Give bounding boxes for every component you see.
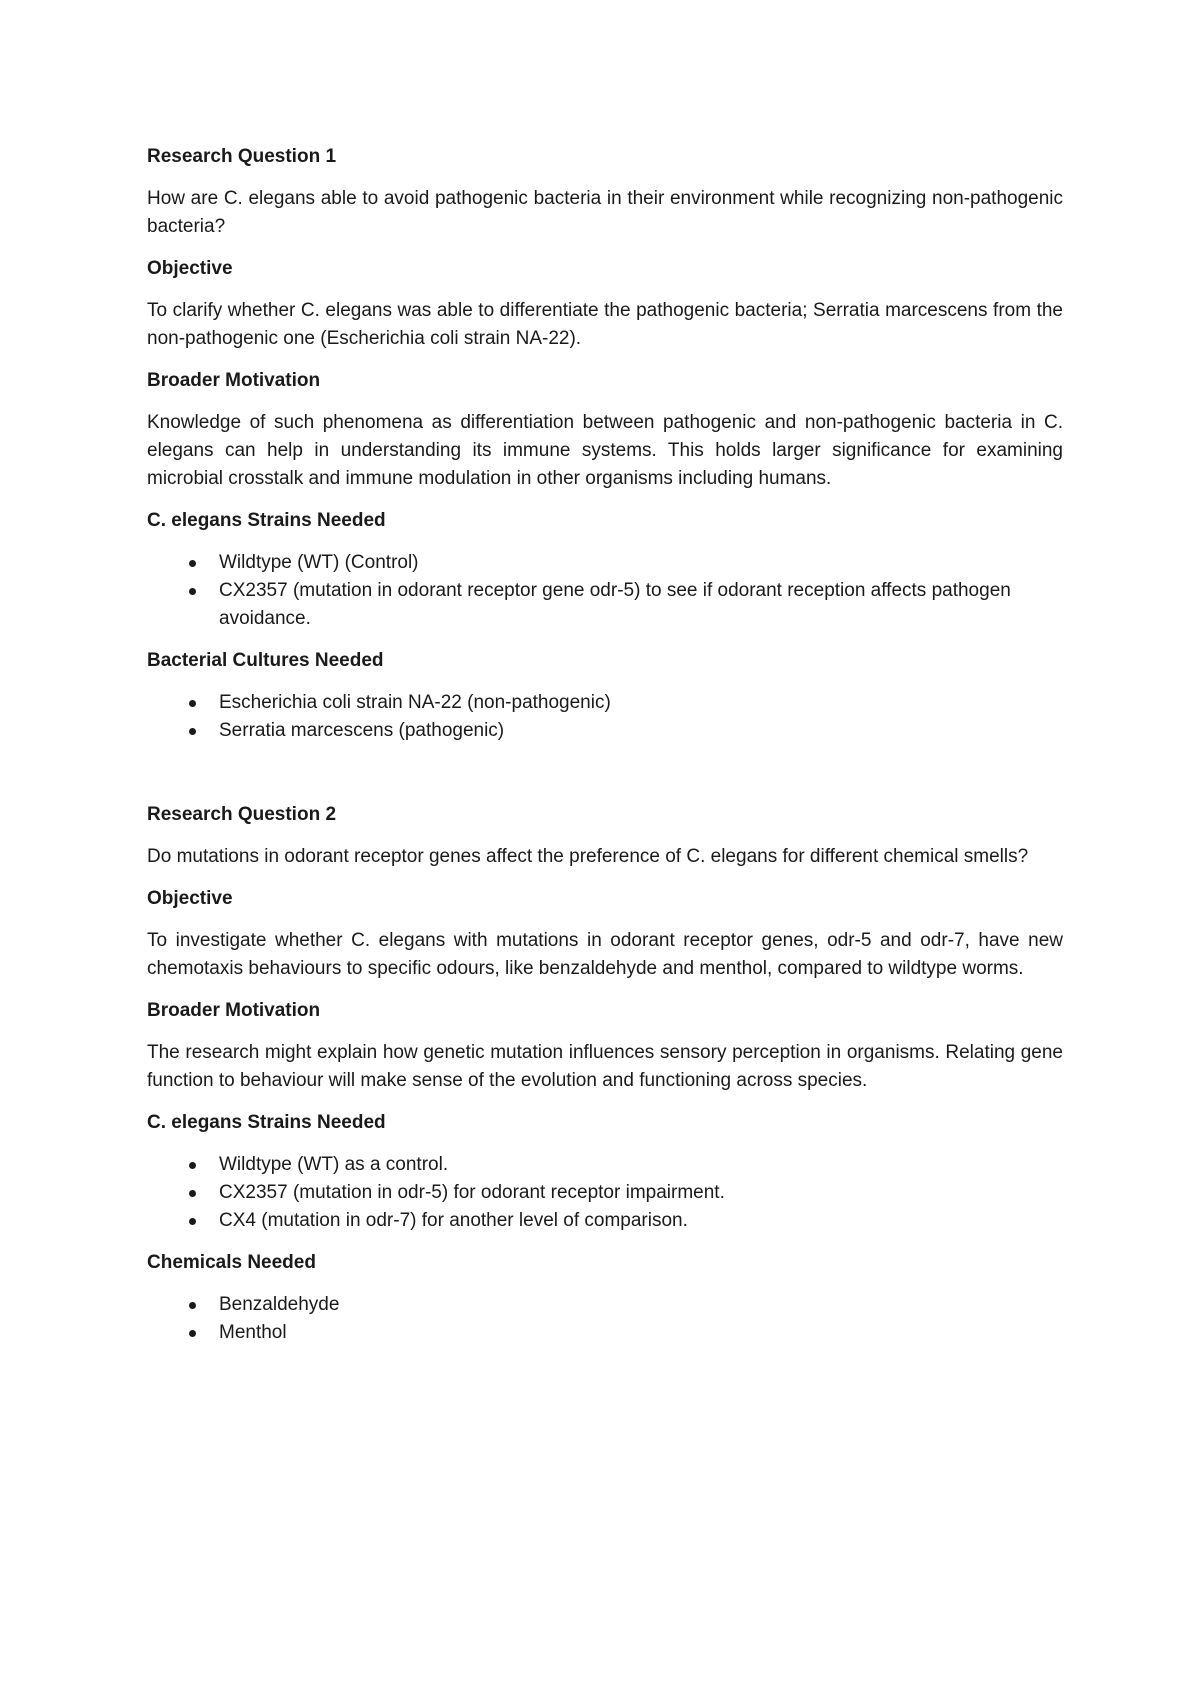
bullet-icon [189,700,196,707]
rq2-motivation-text: The research might explain how genetic mutation influences sensory perception in organisms. Relating gene function to behaviour will make sense of the evolution and functioning across species. [147,1042,1063,1091]
research-question-1-section [147,143,1063,745]
list-item [147,717,1063,745]
rq1-cultures-list [147,689,1063,745]
bullet-icon [189,1302,196,1309]
list-item-text: CX2357 (mutation in odr-5) for odorant receptor impairment. [219,1182,725,1203]
bullet-icon [189,1218,196,1225]
list-item-text: Wildtype (WT) as a control. [219,1154,449,1175]
rq1-strains-list [147,549,1063,633]
bullet-icon [189,728,196,735]
list-item-text: Benzaldehyde [219,1294,340,1315]
rq2-strains-list [147,1151,1063,1235]
document-content [147,143,1063,1361]
rq2-motivation-heading: Broader Motivation [147,1000,321,1021]
bullet-icon [189,1330,196,1337]
rq1-motivation-text: Knowledge of such phenomena as differentiation between pathogenic and non-pathogenic bacteria in C. elegans can help in understanding its immune systems. This holds larger significance for examining microbial crosstalk and immune modulation in other organisms including humans. [147,412,1063,489]
rq2-objective-text: To investigate whether C. elegans with mutations in odorant receptor genes, odr-5 and odr-7, have new chemotaxis behaviours to specific odours, like benzaldehyde and menthol, compared to wildtype worms. [147,930,1063,979]
rq2-objective-heading: Objective [147,888,233,909]
list-item [147,689,1063,717]
list-item [147,1319,1063,1347]
list-item-text: Escherichia coli strain NA-22 (non-pathogenic) [219,692,611,713]
bullet-icon [189,1190,196,1197]
rq2-question: Do mutations in odorant receptor genes affect the preference of C. elegans for different chemical smells? [147,846,1029,867]
rq1-objective-text: To clarify whether C. elegans was able to differentiate the pathogenic bacteria; Serratia marcescens from the non-pathogenic one (Escherichia coli strain NA-22). [147,300,1063,349]
list-item [147,1291,1063,1319]
rq1-question: How are C. elegans able to avoid pathogenic bacteria in their environment while recognizing non-pathogenic bacteria? [147,188,1063,237]
list-item-text: Wildtype (WT) (Control) [219,552,419,573]
rq1-cultures-heading: Bacterial Cultures Needed [147,650,384,671]
rq2-title: Research Question 2 [147,804,337,825]
rq2-strains-heading: C. elegans Strains Needed [147,1112,386,1133]
list-item-text: Menthol [219,1322,287,1343]
rq2-chemicals-list [147,1291,1063,1347]
rq1-strains-heading: C. elegans Strains Needed [147,510,386,531]
list-item [147,577,1063,633]
bullet-icon [189,1162,196,1169]
list-item [147,1207,1063,1235]
rq1-objective-heading: Objective [147,258,233,279]
research-question-2-section [147,801,1063,1347]
list-item-text: Serratia marcescens (pathogenic) [219,720,505,741]
bullet-icon [189,560,196,567]
list-item [147,549,1063,577]
rq1-title: Research Question 1 [147,146,337,167]
bullet-icon [189,588,196,595]
list-item-text: CX2357 (mutation in odorant receptor gene odr-5) to see if odorant reception affects pathogen avoidance. [219,580,1011,629]
list-item-text: CX4 (mutation in odr-7) for another level of comparison. [219,1210,688,1231]
rq1-motivation-heading: Broader Motivation [147,370,321,391]
rq2-chemicals-heading: Chemicals Needed [147,1252,316,1273]
section-spacer [147,759,1063,801]
list-item [147,1179,1063,1207]
list-item [147,1151,1063,1179]
